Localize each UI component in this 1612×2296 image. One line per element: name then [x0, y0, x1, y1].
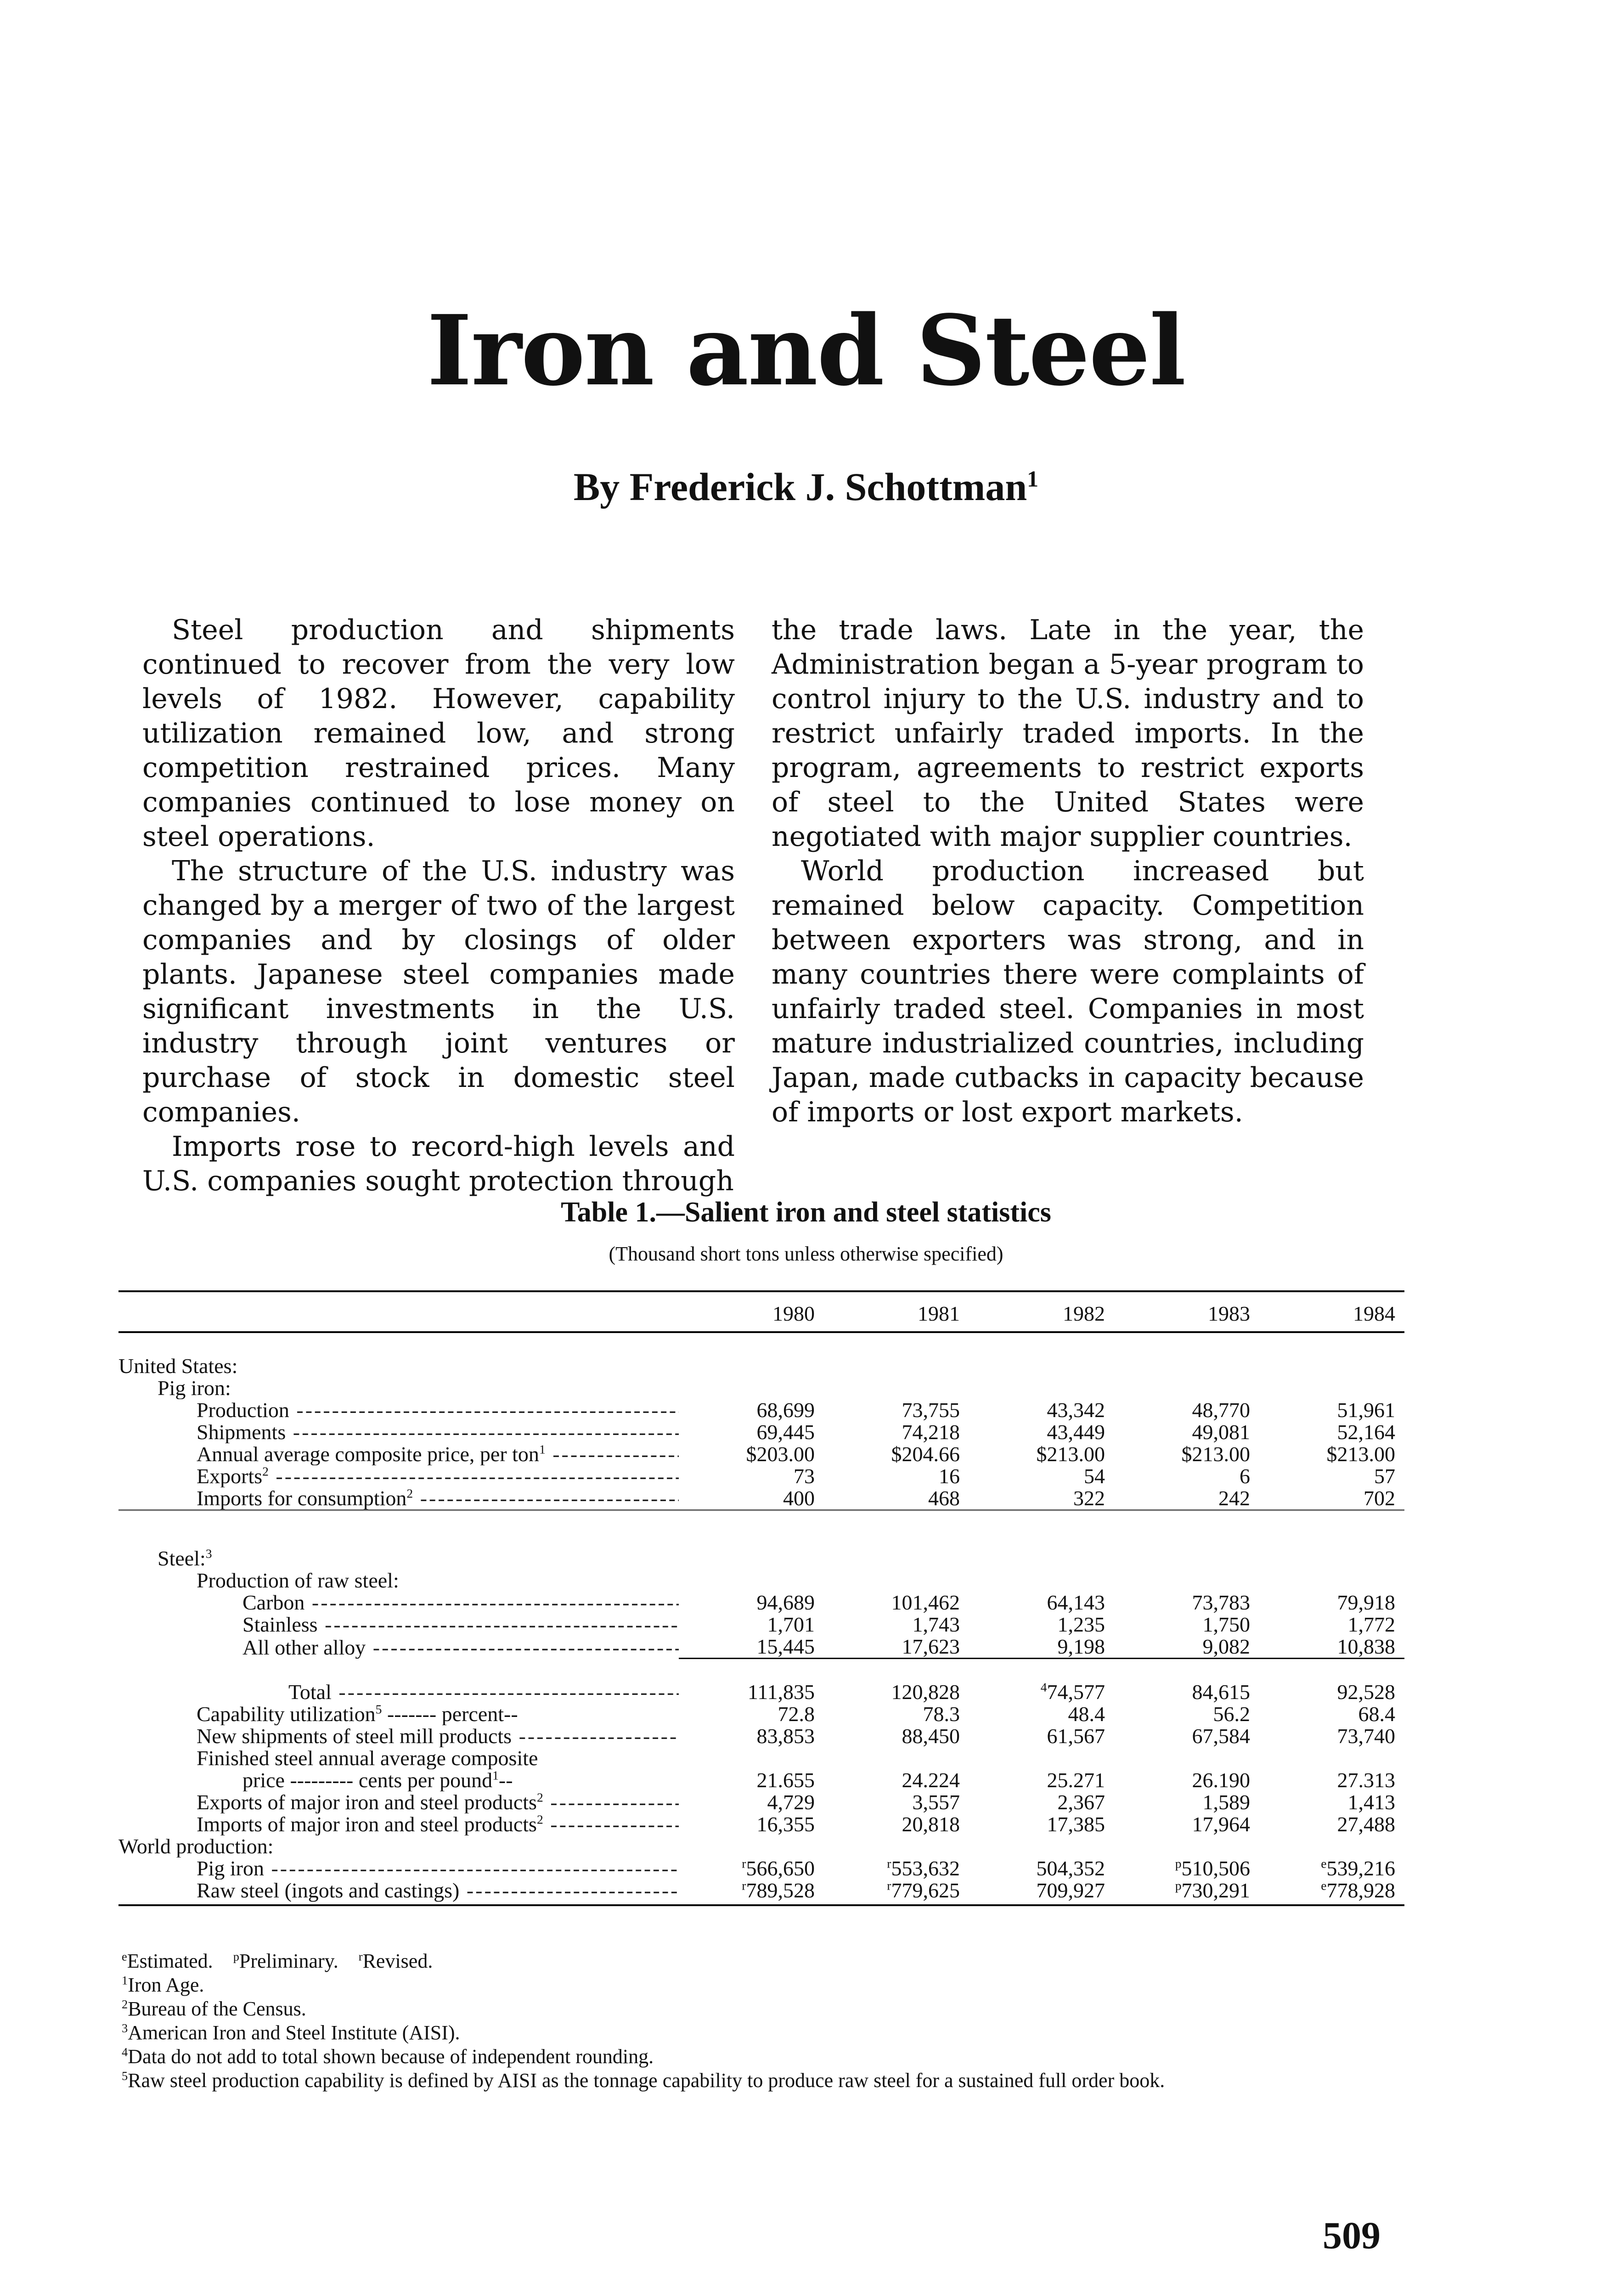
cell: 84,615 — [1192, 1680, 1250, 1704]
cell: 27.313 — [1337, 1768, 1395, 1792]
statistics-table — [118, 1290, 1404, 1906]
table-row — [118, 1813, 1404, 1835]
table-row — [118, 1592, 1404, 1614]
row-label: United States: — [118, 1355, 238, 1377]
cell: 92,528 — [1337, 1680, 1395, 1704]
cell: $213.00 — [1036, 1442, 1105, 1466]
table-subcaption: (Thousand short tons unless otherwise specified) — [609, 1243, 1003, 1265]
cell: 67,584 — [1192, 1724, 1250, 1748]
cell: 16 — [939, 1464, 960, 1488]
cell: 10,838 — [1337, 1635, 1395, 1658]
cell: 83,853 — [756, 1724, 815, 1748]
cell: 504,352 — [1036, 1857, 1105, 1880]
cell: 49,081 — [1192, 1420, 1250, 1444]
header-blank — [118, 1291, 679, 1332]
rule-row — [118, 1659, 1404, 1682]
cell: $^r$553,632 — [887, 1856, 960, 1880]
cell: 17,623 — [902, 1635, 960, 1658]
table-row — [118, 1421, 1404, 1443]
cell: 322 — [1073, 1486, 1105, 1510]
cell: $213.00 — [1326, 1442, 1395, 1466]
cell: 52,164 — [1337, 1420, 1395, 1444]
year-header: 1981 — [918, 1302, 960, 1325]
cell: 9,082 — [1202, 1635, 1250, 1658]
cell: 79,918 — [1337, 1591, 1395, 1614]
cell: 48,770 — [1192, 1398, 1250, 1422]
byline — [0, 464, 1612, 510]
cell: 61,567 — [1047, 1724, 1105, 1748]
table-row — [118, 1747, 1404, 1769]
cell: $^e$539,216 — [1321, 1856, 1395, 1880]
cell: 21.655 — [756, 1768, 815, 1792]
table-row — [118, 1487, 1404, 1510]
paragraph: Steel production and shipments continued to recover from the very low levels of 1982. However, capability utilization remained low, and strong competition restrained prices. Many companies continued to lose money on steel operations. — [142, 614, 735, 853]
cell: 73,740 — [1337, 1724, 1395, 1748]
row-label: New shipments of steel mill products ----- — [118, 1725, 679, 1747]
cell: $204.66 — [891, 1442, 960, 1466]
table-row — [118, 1614, 1404, 1636]
cell: 242 — [1218, 1486, 1250, 1510]
cell: 1,413 — [1347, 1790, 1395, 1814]
row-label: Steel:$^3$ — [158, 1548, 212, 1570]
cell: 17,964 — [1192, 1812, 1250, 1836]
cell: 468 — [928, 1486, 960, 1510]
row-label: World production: — [118, 1835, 274, 1857]
footnote: $^5$Raw steel production capability is defined by AISI as the tonnage capability to produce raw steel for a sustained full order book. — [122, 2069, 1165, 2092]
cell: $^e$778,928 — [1259, 1880, 1404, 1905]
cell: 73,755 — [902, 1398, 960, 1422]
cell: 20,818 — [902, 1812, 960, 1836]
page-number: 509 — [1323, 2214, 1381, 2257]
cell: 48.4 — [1068, 1702, 1105, 1726]
spacer-row — [118, 1510, 1404, 1548]
row-label: Imports for consumption$^2$ ----- — [118, 1487, 679, 1510]
table-row — [118, 1880, 1404, 1905]
article-title: Iron and Steel — [427, 294, 1185, 407]
row-label: All other alloy ----- — [118, 1636, 679, 1659]
table-row — [118, 1769, 1404, 1791]
row-label: Exports$^2$ ----- — [118, 1465, 679, 1487]
cell: 17,385 — [1047, 1812, 1105, 1836]
cell: $^r$779,625 — [824, 1880, 969, 1905]
cell: 74,218 — [902, 1420, 960, 1444]
row-label: Exports of major iron and steel products$^2$ ----- — [118, 1791, 679, 1813]
table-caption: Table 1.—Salient iron and steel statistics — [561, 1197, 1051, 1228]
table-header-row — [118, 1291, 1404, 1332]
cell: 1,750 — [1202, 1613, 1250, 1636]
cell: 16,355 — [756, 1812, 815, 1836]
year-header: 1983 — [1208, 1302, 1250, 1325]
cell: 26.190 — [1192, 1768, 1250, 1792]
cell: 4,729 — [767, 1790, 815, 1814]
cell: $213.00 — [1181, 1442, 1250, 1466]
table-row — [118, 1570, 1404, 1592]
cell: 54 — [1084, 1464, 1105, 1488]
table-row — [118, 1725, 1404, 1747]
cell: $^r$789,528 — [679, 1880, 824, 1905]
row-label: Capability utilization$^5$ ------- percent-- — [197, 1703, 518, 1725]
cell: 68.4 — [1358, 1702, 1395, 1726]
row-label: Imports of major iron and steel products$^2$ ----- — [118, 1813, 679, 1835]
cell: 15,445 — [756, 1635, 815, 1658]
author-name: By Frederick J. Schottman — [573, 465, 1027, 509]
table-row — [118, 1791, 1404, 1813]
table-row — [118, 1399, 1404, 1421]
cell: 25.271 — [1047, 1768, 1105, 1792]
row-label: Production of raw steel: — [197, 1570, 399, 1592]
cell: 6 — [1240, 1464, 1250, 1488]
cell: 1,772 — [1347, 1613, 1395, 1636]
table-row — [118, 1548, 1404, 1570]
cell: 1,701 — [767, 1613, 815, 1636]
paragraph: The structure of the U.S. industry was changed by a merger of two of the largest companies and by closings of older plants. Japanese steel companies made significant investments in the U.S. industry through joint ventures or purchase of stock in domestic steel companies. — [142, 855, 735, 1128]
cell: 120,828 — [891, 1680, 960, 1704]
cell: 43,449 — [1047, 1420, 1105, 1444]
row-label: Total ----- — [118, 1681, 679, 1703]
spacer-row — [118, 1332, 1404, 1355]
table-row — [118, 1443, 1404, 1465]
footnote: $^3$American Iron and Steel Institute (AISI). — [122, 2021, 460, 2044]
byline-footnote-mark: 1 — [1027, 466, 1039, 492]
cell: 69,445 — [756, 1420, 815, 1444]
row-label: Pig iron: — [158, 1377, 231, 1399]
footnote-legend: $^e$Estimated. $^p$Preliminary. $^r$Revised. — [122, 1949, 433, 1972]
row-label: price --------- cents per pound$^1$-- — [242, 1769, 513, 1791]
table-row — [118, 1377, 1404, 1399]
cell: $^r$566,650 — [742, 1856, 815, 1880]
cell: 64,143 — [1047, 1591, 1105, 1614]
cell: 24.224 — [902, 1768, 960, 1792]
table-row — [118, 1681, 1404, 1703]
row-label: Finished steel annual average composite — [197, 1747, 538, 1769]
table-row — [118, 1857, 1404, 1880]
cell: 88,450 — [902, 1724, 960, 1748]
cell: $^p$730,291 — [1114, 1880, 1259, 1905]
table-row — [118, 1636, 1404, 1659]
cell: 9,198 — [1057, 1635, 1105, 1658]
cell: 101,462 — [891, 1591, 960, 1614]
cell: 702 — [1364, 1486, 1395, 1510]
paragraph: the trade laws. Late in the year, the Administration began a 5-year program to control injury to the U.S. industry and to restrict unfairly traded imports. In the program, agreements to restrict exports of steel to the United States were negotiated with major supplier countries. — [772, 614, 1364, 853]
cell: 57 — [1374, 1464, 1395, 1488]
footnote: $^4$Data do not add to total shown because of independent rounding. — [122, 2045, 654, 2068]
cell: 1,589 — [1202, 1790, 1250, 1814]
row-label: Raw steel (ingots and castings) ----- — [118, 1880, 679, 1905]
table-row — [118, 1835, 1404, 1857]
cell: $^4$74,577 — [1040, 1680, 1105, 1704]
cell: 111,835 — [747, 1680, 815, 1704]
row-label: Shipments ----- — [118, 1421, 679, 1443]
cell: 56.2 — [1213, 1702, 1250, 1726]
cell: 94,689 — [756, 1591, 815, 1614]
row-label: Annual average composite price, per ton$^1$ ----- — [118, 1443, 679, 1465]
footnote: $^1$Iron Age. — [122, 1973, 204, 1996]
cell: 72.8 — [778, 1702, 815, 1726]
cell: 400 — [783, 1486, 815, 1510]
paragraph: World production increased but remained below capacity. Competition between exporters was strong, and in many countries there were complaints of unfairly traded steel. Companies in most mature industrialized countries, including Japan, made cutbacks in capacity because of imports or lost export markets. — [772, 855, 1364, 1128]
cell: 2,367 — [1057, 1790, 1105, 1814]
year-header: 1980 — [772, 1302, 815, 1325]
cell: 73,783 — [1192, 1591, 1250, 1614]
cell: 43,342 — [1047, 1398, 1105, 1422]
body-column-right — [772, 613, 1364, 1130]
table-row — [118, 1465, 1404, 1487]
cell: 1,743 — [912, 1613, 960, 1636]
body-column-left — [142, 613, 735, 1199]
cell: 1,235 — [1057, 1613, 1105, 1636]
table-row — [118, 1355, 1404, 1377]
row-label: Stainless ----- — [118, 1614, 679, 1636]
cell: 51,961 — [1337, 1398, 1395, 1422]
cell: $203.00 — [746, 1442, 815, 1466]
cell: 73 — [794, 1464, 815, 1488]
table-row — [118, 1703, 1404, 1725]
year-header: 1984 — [1353, 1302, 1395, 1325]
table-footnotes — [122, 1949, 1408, 2093]
cell: 27,488 — [1337, 1812, 1395, 1836]
footnote: $^2$Bureau of the Census. — [122, 1997, 306, 2020]
row-label: Pig iron ----- — [118, 1857, 679, 1880]
row-label: Carbon ----- — [118, 1592, 679, 1614]
cell: 68,699 — [756, 1398, 815, 1422]
cell: 78.3 — [923, 1702, 960, 1726]
cell: 3,557 — [912, 1790, 960, 1814]
year-header: 1982 — [1063, 1302, 1105, 1325]
cell: 709,927 — [969, 1880, 1114, 1905]
row-label: Production ----- — [118, 1399, 679, 1421]
paragraph: Imports rose to record-high levels and U.S. companies sought protection through — [142, 1131, 735, 1197]
cell: $^p$510,506 — [1175, 1856, 1250, 1880]
